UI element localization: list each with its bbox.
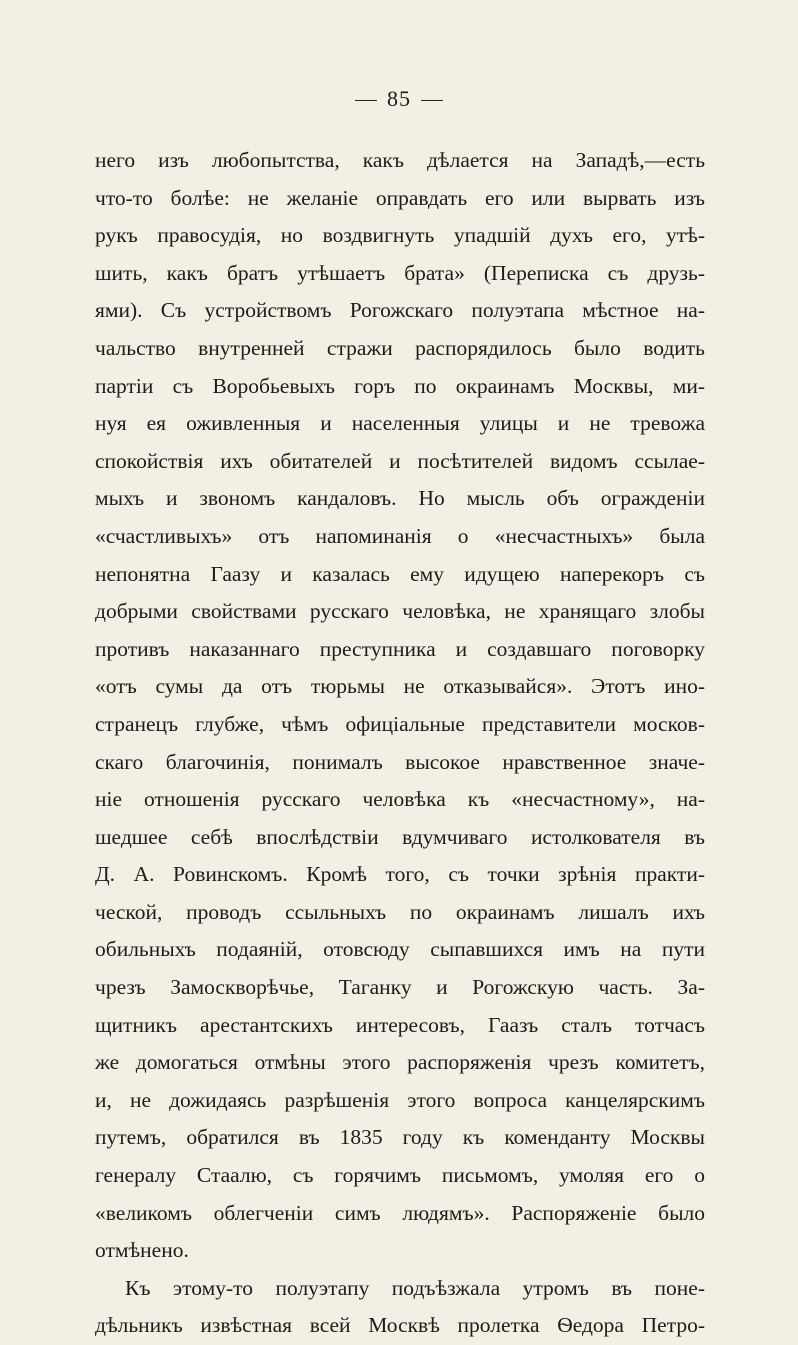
text-line: ями). Съ устройствомъ Рогожскаго полуэтапа мѣстное на-: [95, 298, 705, 323]
text-line: него изъ любопытства, какъ дѣлается на Западѣ,—есть: [95, 148, 705, 172]
text-line: непонятна Гаазу и казалась ему идущею наперекоръ съ: [95, 561, 705, 586]
text-line: «счастливыхъ» отъ напоминанія о «несчастныхъ» была: [95, 523, 705, 548]
text-line: спокойствія ихъ обитателей и посѣтителей видомъ ссылае-: [95, 448, 705, 473]
text-line: добрыми свойствами русскаго человѣка, не хранящаго злобы: [95, 599, 705, 624]
text-line: обильныхъ подаяній, отовсюду сыпавшихся имъ на пути: [95, 937, 705, 962]
text-line: «великомъ облегченіи симъ людямъ». Распоряженіе было: [95, 1200, 705, 1225]
text-line: нуя ея оживленныя и населенныя улицы и не тревожа: [95, 411, 705, 436]
text-line: ческой, проводъ ссыльныхъ по окраинамъ лишалъ ихъ: [95, 899, 705, 924]
text-line: скаго благочинія, понималъ высокое нравственное значе-: [95, 749, 705, 774]
page-number-value: 85: [387, 86, 411, 111]
text-line: же домогаться отмѣны этого распоряженія чрезъ комитетъ,: [95, 1050, 705, 1075]
text-line: и, не дожидаясь разрѣшенія этого вопроса канцелярскимъ: [95, 1087, 705, 1112]
text-line: партіи съ Воробьевыхъ горъ по окраинамъ Москвы, ми-: [95, 373, 705, 398]
text-line: дѣльникъ извѣстная всей Москвѣ пролетка Ѳедора Петро-: [95, 1313, 705, 1338]
text-line: генералу Стаалю, съ горячимъ письмомъ, умоляя его о: [95, 1163, 705, 1188]
text-line: шить, какъ братъ утѣшаетъ брата» (Переписка съ друзь-: [95, 260, 705, 285]
text-line: «отъ сумы да отъ тюрьмы не отказывайся». Этотъ ино-: [95, 674, 705, 699]
text-line: путемъ, обратился въ 1835 году къ коменданту Москвы: [95, 1125, 705, 1150]
text-line: рукъ правосудія, но воздвигнуть упадшій духъ его, утѣ-: [95, 223, 705, 248]
text-line: странецъ глубже, чѣмъ офиціальные представители москов-: [95, 711, 705, 736]
text-line: мыхъ и звономъ кандаловъ. Но мысль объ огражденіи: [95, 486, 705, 511]
page-number-dash-right: [421, 100, 443, 101]
text-line: отмѣнено.: [95, 1238, 189, 1263]
text-line: щитникъ арестантскихъ интересовъ, Гаазъ сталъ тотчасъ: [95, 1012, 705, 1037]
page-number-dash-left: [355, 100, 377, 101]
text-line: противъ наказаннаго преступника и создавшаго поговорку: [95, 636, 705, 661]
page-number: [0, 86, 798, 112]
text-line: чрезъ Замоскворѣчье, Таганку и Рогожскую часть. За-: [95, 975, 705, 1000]
text-line: что-то болѣе: не желаніе оправдать его или вырвать изъ: [95, 185, 705, 210]
paragraph-start-line: Къ этому-то полуэтапу подъѣзжала утромъ въ поне-: [125, 1275, 705, 1300]
text-line: чальство внутренней стражи распорядилось было водить: [95, 335, 705, 360]
text-line: ніе отношенія русскаго человѣка къ «несчастному», на-: [95, 787, 705, 812]
text-line: Д. А. Ровинскомъ. Кромѣ того, съ точки зрѣнія практи-: [95, 862, 705, 887]
text-body: [95, 142, 705, 1345]
text-line: шедшее себѣ впослѣдствіи вдумчиваго истолкователя въ: [95, 824, 705, 849]
